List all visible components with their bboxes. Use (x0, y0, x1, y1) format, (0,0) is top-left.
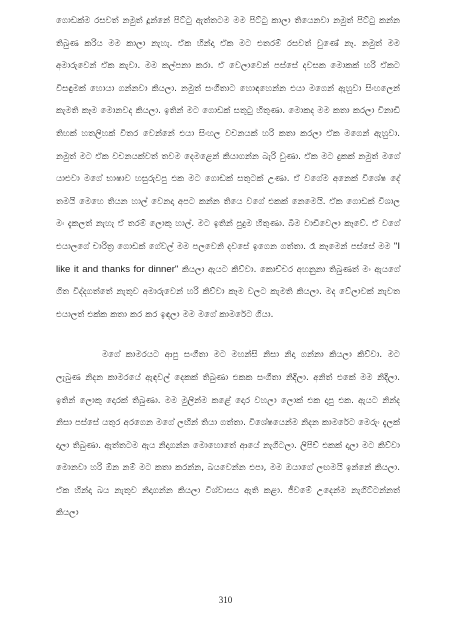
paragraph-1-text: ගොඩක්ම රසවත් නමුත් දූන්නේ පිට්ටු ඇත්තටම මම පිට්ටු කාලා තියෙනවා නමුත් පිට්ටු කන්න තිබුණ කරිය මම කාලා නැහැ. ඒක හින්දා ඒක මට එතරම් රසවත් වුණේ නෑ. නමුත් මම අමාරුවෙන් ඒක කැවා. මම කල්පනා කරා. ඒ වෙලාවෙන් පස්සේ දවසක මොකක් හරි ඒකට විසඳුමක් හොයා ගන්නවා කියලා. නමුත් සංගීතාට හොඳහෙන්න එයා මගෙන් ඇහුවා සිංහලෙන් කැමති කෑම මොනවද කියලා. ඉතින් මට ගොඩක් සතුටු හිතුණා. මොකද මම කතා කරලා විනාඩි තිහක් හතලිහක් විතර වෙන්නේ එයා සිංහල වචනයක් හරි කතා කරලා ඒක මගෙන් ඇහුවා. නමුත් මට ඒක වචනයක්වත් තවම දෙමළෙන් කියාගන්න බැරි වුණා. ඒක මට දුකක් නමුත් මගේ යාළුවා මගේ භාෂාව හසුරුවපු එක මට ගොඩක් සතුටක් උණා. ඒ වගේම අනෙක් විශේෂ දේ තමයි මෙහෙ තියන හාල් වෙනදා අපට කන්න තියෙ වගේ එකක් නෙමෙයි. ඒක ගොඩක් විශාල මං දැකලත් නැහැ ඒ තරම් ලොකු හාල්. මට ඉතින් පුදුම හිතුණා. බීම වාඩිවෙලා කෑවේ. ඒ වගේ එයාලගේ චාරිත්‍ර ගොඩක් ගේවල් මම පලවෙනි දවසේ ඉගෙන ගත්තා. රෑ කෑමෙන් පස්සේ මම (56, 16, 400, 252)
english-quote: "I like it and thanks for dinner" (56, 240, 400, 275)
document-page (56, 10, 400, 630)
paragraph-1-tail: කියලා ඇයට කිව්වා. කොච්චර අහනුනා තිබුණත් මං ඇයගේ ගිත විද්දගත්තේ නැතුව අමාරුවෙන් හරි කිව්වා කෑම වලට කැමති කියලා. මද වේලාවක් නැවත එයාලත් එක්ක කතා කර කර ඉඳලා මම මගේ කාමරේට ගියා. (56, 264, 401, 320)
paragraph-2-text: මගේ කාමරයට ආපු සංගීතා මට මහන්සි නිසා නිදා ගන්නා කියලා කිව්වා. මට ලැබුණ නිදන කාමරයේ ඇඳවල් දෙකක් තිබුණා එකක සංගීතා නිදිලා. අනිත් එකේ මම නිදිලා. ඉතින් ලොකු දොරක් තිබුණා. මම මුලින්ම කළේ දොර වහලා ලොක් එක දාපු එක. ඇයට නින්ද නිසා පස්සේ යතුර අරගෙන මගේ ලඟින් තියා ගත්තා. විශේෂයෙන්ම නිදන කාමරේට මෙරුං දැලක් දාලා තිබුණා. ඇත්තටම ඇය නිදාගන්න මොහොතේ ආයේ නැගිටලා. ලිපිච් එකක් දාලා මට කිව්වා මොනවා හරි ඕන නම් මට කතා කරන්න, බයවෙන්න එපා, මම ඔයාගේ ලඟමයි ඉන්නේ කියලා. ඒක හින්දා බය නැතුව නිදාගන්න කියලා විශ්වාසය ඇති කළා. ජීවමේ උදෙන්ම නැගිට්ටන්නත් කියලා (56, 350, 400, 519)
paragraph-2 (56, 344, 400, 525)
paragraph-1 (56, 10, 400, 326)
page-number: 310 (218, 595, 233, 605)
